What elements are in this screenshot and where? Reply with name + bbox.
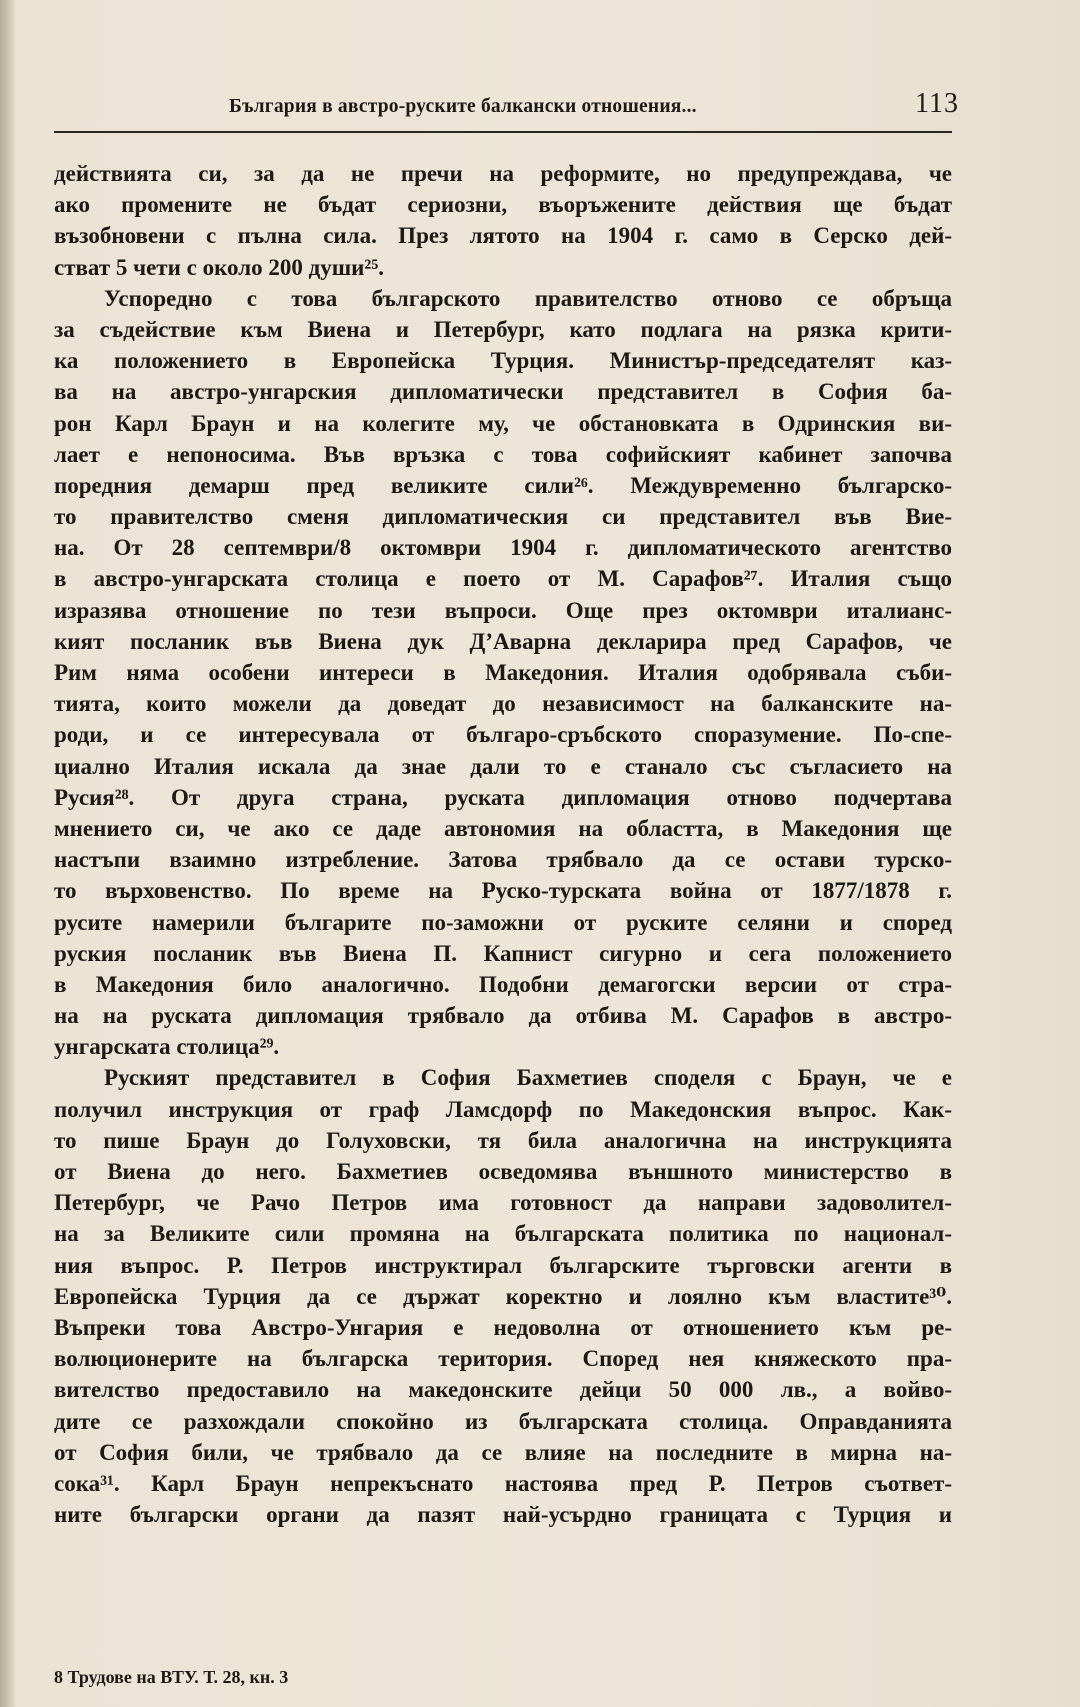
page-number: 113 <box>915 88 959 119</box>
text-line: на. От 28 септември/8 октомври 1904 г. дипломатическото агентство <box>54 535 952 561</box>
page-header <box>54 88 959 128</box>
text-line: стват 5 чети с около 200 души²⁵. <box>54 254 384 280</box>
body-text <box>54 158 952 1530</box>
text-line: ния въпрос. Р. Петров инструктирал българските търговски агенти в <box>54 1252 952 1278</box>
text-line: действията си, за да не пречи на реформите, но предупреждава, че <box>54 161 952 186</box>
text-line: изразява отношение по тези въпроси. Още през октомври италианс- <box>54 597 952 623</box>
text-line: дите се разхождали спокойно из българската столица. Оправданията <box>54 1408 952 1434</box>
text-line: Въпреки това Австро-Унгария е недоволна от отношението към ре- <box>54 1314 952 1340</box>
text-line: Успоредно с това българското правителство отново се обръща <box>104 285 952 311</box>
text-line: циално Италия искала да знае дали то е станало със съгласието на <box>54 753 952 779</box>
text-line: за съдействие към Виена и Петербург, като подлага на рязка крити- <box>54 316 952 342</box>
header-rule <box>54 131 952 133</box>
text-line: кият посланик във Виена дук Д’Аварна декларира пред Сарафов, че <box>54 628 952 654</box>
text-line: настъпи взаимно изтребление. Затова трябвало да се остави турско- <box>54 847 952 873</box>
running-title: България в австро-руските балкански отношения... <box>229 96 697 117</box>
text-line: от София били, че трябвало да се влияе на последните в мирна на- <box>54 1439 952 1465</box>
text-line: лает е непоносима. Във връзка с това софийският кабинет започва <box>54 441 952 467</box>
text-line: Европейска Турция да се държат коректно и лоялно към властите³⁰. <box>54 1283 952 1309</box>
text-line: в австро-унгарската столица е поето от М. Сарафов²⁷. Италия също <box>54 566 952 592</box>
text-line: Руският представител в София Бахметиев споделя с Браун, че е <box>104 1065 952 1091</box>
text-line: получил инструкция от граф Ламсдорф по Македонския въпрос. Как- <box>54 1096 952 1122</box>
text-line: тията, които можели да доведат до независимост на балканските на- <box>54 691 952 717</box>
text-line: сока³¹. Карл Браун непрекъснато настоява пред Р. Петров съответ- <box>54 1470 952 1496</box>
binding-shadow <box>0 0 16 1707</box>
text-line: руския посланик във Виена П. Капнист сигурно и сега положението <box>54 940 952 966</box>
text-line: русите намерили българите по-заможни от руските селяни и според <box>54 909 952 935</box>
text-line: ако промените не бъдат сериозни, въоръжените действия ще бъдат <box>54 192 952 218</box>
text-line: ка положението в Европейска Турция. Министър-председателят каз- <box>54 348 952 374</box>
text-line: роди, и се интересувала от българо-сръбското споразумение. По-спе- <box>54 722 952 748</box>
text-line: Петербург, че Рачо Петров има готовност да направи задоволител- <box>54 1190 952 1216</box>
text-line: рон Карл Браун и на колегите му, че обстановката в Одринския ви- <box>54 410 952 436</box>
text-line: на на руската дипломация трябвало да отбива М. Сарафов в австро- <box>54 1003 952 1029</box>
text-line: мнението си, че ако се даде автономия на областта, в Македония ще <box>54 815 952 841</box>
footer-signature: 8 Трудове на ВТУ. Т. 28, кн. 3 <box>54 1667 289 1687</box>
text-line: то върховенство. По време на Руско-турската война от 1877/1878 г. <box>54 878 952 904</box>
text-line: възобновени с пълна сила. През лятото на 1904 г. само в Серско дей- <box>54 223 952 249</box>
text-line: ва на австро-унгарския дипломатически представител в София ба- <box>54 379 952 405</box>
text-line: Рим няма особени интереси в Македония. Италия одобрявала съби- <box>54 660 952 685</box>
text-line: то пише Браун до Голуховски, тя била аналогична на инструкцията <box>54 1127 952 1153</box>
text-line: поредния демарш пред великите сили²⁶. Междувременно българско- <box>54 472 952 498</box>
text-line: Русия²⁸. От друга страна, руската дипломация отново подчертава <box>54 784 952 810</box>
text-line: волюционерите на българска територия. Според нея княжеското пра- <box>54 1346 952 1372</box>
text-line: то правителство сменя дипломатическия си представител във Вие- <box>54 504 952 530</box>
text-line: в Македония било аналогично. Подобни демагогски версии от стра- <box>54 971 952 997</box>
text-line: унгарската столица²⁹. <box>54 1034 280 1060</box>
text-line: ните български органи да пазят най-усърдно границата с Турция и <box>54 1502 952 1528</box>
text-line: от Виена до него. Бахметиев осведомява външното министерство в <box>54 1159 952 1184</box>
text-line: вителство предоставило на македонските дейци 50 000 лв., а войво- <box>54 1377 952 1403</box>
text-line: на за Великите сили промяна на българската политика по национал- <box>54 1221 952 1247</box>
